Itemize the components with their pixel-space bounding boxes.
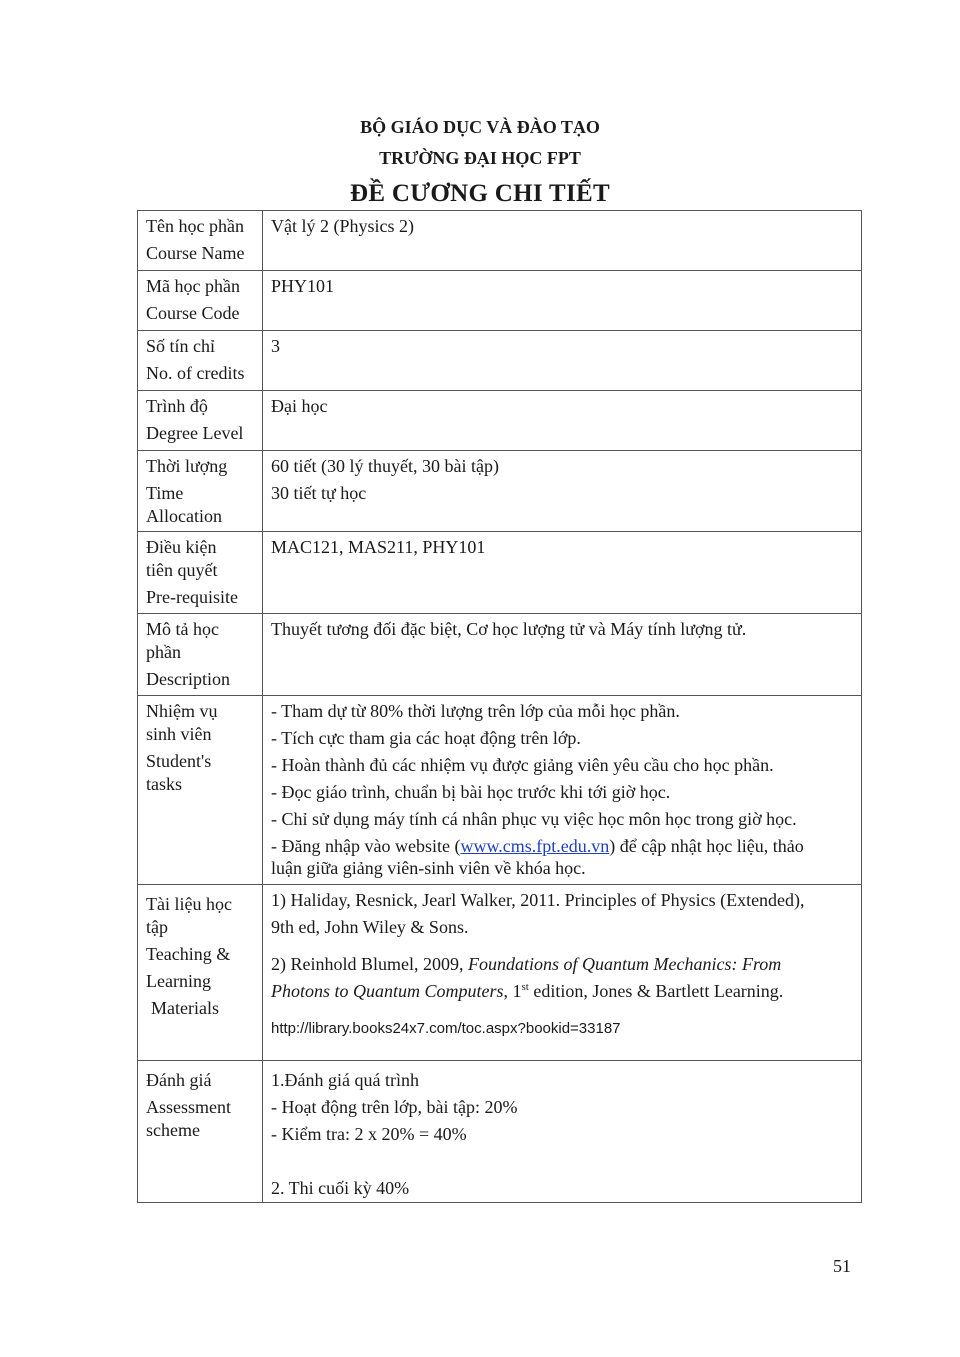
table-row-credits — [138, 331, 862, 391]
table-row-course-code — [138, 271, 862, 331]
task-text: ) để cập nhật học liệu, thảo — [609, 836, 804, 856]
table-row-student-tasks — [138, 696, 862, 885]
assessment-line: - Kiểm tra: 2 x 20% = 40% — [271, 1124, 467, 1144]
label-vi: Thời lượng — [146, 456, 228, 476]
label-vi: Điều kiện — [146, 537, 217, 557]
label-cell — [138, 696, 263, 885]
book-title: Foundations of Quantum Mechanics: From — [468, 954, 782, 974]
time-value: 60 tiết (30 lý thuyết, 30 bài tập) — [271, 456, 499, 476]
label-vi: sinh viên — [146, 724, 212, 744]
label-cell — [138, 532, 263, 614]
label-cell — [138, 391, 263, 451]
assessment-line: - Hoạt động trên lớp, bài tập: 20% — [271, 1097, 518, 1117]
label-en: Allocation — [146, 506, 222, 526]
list-item — [271, 835, 853, 858]
label-en: No. of credits — [146, 363, 245, 383]
reference-text: 2) Reinhold Blumel, 2009, — [271, 954, 468, 974]
label-vi: Đánh giá — [146, 1070, 212, 1090]
value-cell — [263, 532, 862, 614]
assessment-line: 1.Đánh giá quá trình — [271, 1070, 419, 1090]
document-title: ĐỀ CƯƠNG CHI TIẾT — [349, 180, 610, 207]
value-cell — [263, 885, 862, 1061]
blank-line — [271, 1150, 853, 1173]
superscript: st — [521, 981, 529, 993]
course-name-value: Vật lý 2 (Physics 2) — [271, 216, 414, 236]
value-cell — [263, 1061, 862, 1203]
label-vi: Nhiệm vụ — [146, 701, 218, 721]
label-vi: Tên học phần — [146, 216, 244, 236]
label-cell — [138, 451, 263, 532]
label-en: Materials — [151, 998, 219, 1018]
task-text: - Đăng nhập vào website ( — [271, 836, 461, 856]
university-heading: TRƯỜNG ĐẠI HỌC FPT — [379, 148, 581, 168]
list-item: - Tham dự từ 80% thời lượng trên lớp của mỗi học phần. — [271, 701, 680, 721]
list-item: - Tích cực tham gia các hoạt động trên lớp. — [271, 728, 581, 748]
value-cell — [263, 451, 862, 532]
self-study-value: 30 tiết tự học — [271, 483, 367, 503]
label-vi: Mã học phần — [146, 276, 240, 296]
label-cell — [138, 331, 263, 391]
value-cell — [263, 211, 862, 271]
prerequisite-value: MAC121, MAS211, PHY101 — [271, 537, 486, 557]
label-cell — [138, 1061, 263, 1203]
label-en: Teaching & — [146, 944, 231, 964]
book-title: Photons to Quantum Computers — [271, 981, 504, 1001]
label-en: Description — [146, 669, 230, 689]
list-item: - Chỉ sử dụng máy tính cá nhân phục vụ việc học môn học trong giờ học. — [271, 809, 797, 829]
reference-text: , 1 — [503, 981, 522, 1001]
reference-2-line-1 — [271, 953, 853, 976]
label-en: Course Code — [146, 303, 240, 323]
label-cell — [138, 885, 263, 1061]
label-cell — [138, 211, 263, 271]
label-vi: phần — [146, 642, 181, 662]
assessment-line: 2. Thi cuối kỳ 40% — [271, 1178, 410, 1198]
ministry-heading: BỘ GIÁO DỤC VÀ ĐÀO TẠO — [360, 117, 600, 137]
label-en: scheme — [146, 1120, 200, 1140]
credits-value: 3 — [271, 336, 280, 356]
label-en: Pre-requisite — [146, 587, 238, 607]
value-cell — [263, 331, 862, 391]
library-url[interactable]: http://library.books24x7.com/toc.aspx?bookid=33187 — [271, 1020, 621, 1037]
value-cell — [263, 696, 862, 885]
website-link[interactable]: www.cms.fpt.edu.vn — [460, 836, 610, 856]
page-number: 51 — [833, 1256, 851, 1276]
reference-2-line-2 — [271, 980, 853, 1003]
degree-value: Đại học — [271, 396, 328, 416]
label-cell — [138, 271, 263, 331]
course-syllabus-table — [137, 210, 862, 1203]
label-en: Learning — [146, 971, 211, 991]
label-en: Student's — [146, 751, 212, 771]
table-row-course-name — [138, 211, 862, 271]
label-vi: Mô tả học — [146, 619, 219, 639]
label-en: Course Name — [146, 243, 245, 263]
table-row-time-allocation — [138, 451, 862, 532]
list-item-continued: luận giữa giảng viên-sinh viên về khóa học. — [271, 858, 586, 878]
table-row-materials — [138, 885, 862, 1061]
table-row-description — [138, 614, 862, 696]
list-item: - Hoàn thành đủ các nhiệm vụ được giảng viên yêu cầu cho học phần. — [271, 755, 774, 775]
label-en: tasks — [146, 774, 182, 794]
label-vi: Số tín chỉ — [146, 336, 216, 356]
label-en: Degree Level — [146, 423, 244, 443]
reference-text: edition, Jones & Bartlett Learning. — [528, 981, 784, 1001]
list-item: - Đọc giáo trình, chuẩn bị bài học trước khi tới giờ học. — [271, 782, 671, 802]
table-row-assessment — [138, 1061, 862, 1203]
value-cell — [263, 614, 862, 696]
value-cell — [263, 271, 862, 331]
table-row-degree-level — [138, 391, 862, 451]
label-en: Assessment — [146, 1097, 231, 1117]
course-code-value: PHY101 — [271, 276, 335, 296]
label-en: Time — [146, 483, 184, 503]
label-vi: tập — [146, 917, 168, 937]
label-vi: tiên quyết — [146, 560, 218, 580]
label-vi: Trình độ — [146, 396, 208, 416]
value-cell — [263, 391, 862, 451]
reference-1-line-1: 1) Haliday, Resnick, Jearl Walker, 2011. Principles of Physics (Extended), — [271, 890, 805, 910]
label-cell — [138, 614, 263, 696]
label-vi: Tài liệu học — [146, 894, 232, 914]
table-row-prerequisite — [138, 532, 862, 614]
description-value: Thuyết tương đối đặc biệt, Cơ học lượng tử và Máy tính lượng tử. — [271, 619, 747, 639]
reference-1-line-2: 9th ed, John Wiley & Sons. — [271, 917, 469, 937]
